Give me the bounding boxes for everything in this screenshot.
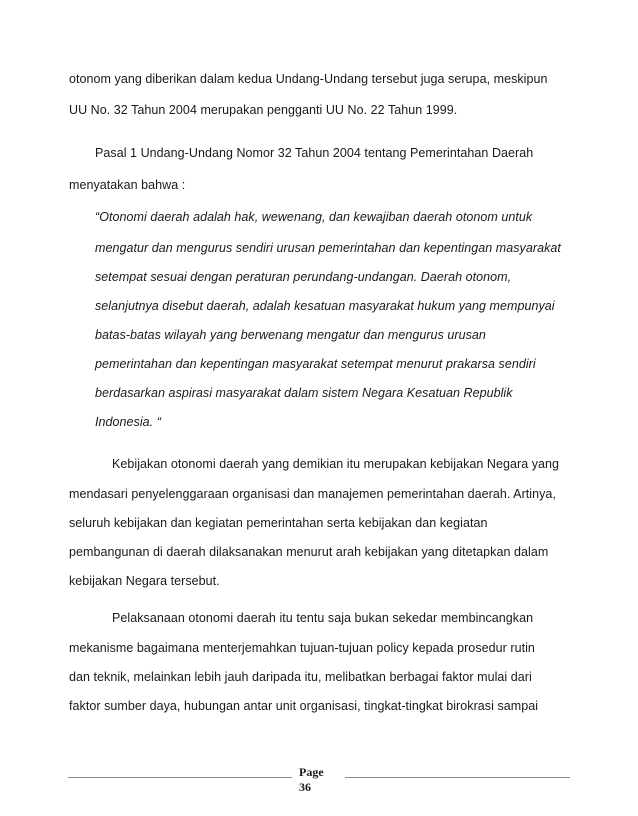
text-line: mendasari penyelenggaraan organisasi dan manajemen pemerintahan daerah. Artinya,	[69, 487, 556, 501]
quote-line: Indonesia. “	[95, 415, 161, 429]
quote-line: pemerintahan dan kepentingan masyarakat setempat menurut prakarsa sendiri	[95, 357, 536, 371]
text-line: faktor sumber daya, hubungan antar unit organisasi, tingkat-tingkat birokrasi sampai	[69, 699, 539, 713]
text-line: mekanisme bagaimana menterjemahkan tujuan-tujuan policy kepada prosedur rutin	[69, 641, 535, 655]
text-line: kebijakan Negara tersebut.	[69, 574, 220, 588]
text-line: seluruh kebijakan dan kegiatan pemerintahan serta kebijakan dan kegiatan	[69, 516, 488, 530]
footer-rule-right	[345, 777, 570, 778]
footer-rule-left	[68, 777, 292, 778]
page-label: Page	[299, 765, 324, 779]
page-number: 36	[299, 780, 311, 794]
text-line: menyatakan bahwa :	[69, 178, 186, 192]
text-line: Pasal 1 Undang-Undang Nomor 32 Tahun 2004 tentang Pemerintahan Daerah	[95, 146, 534, 160]
text-line: dan teknik, melainkan lebih jauh daripada itu, melibatkan berbagai faktor mulai dari	[69, 670, 532, 684]
quote-line: selanjutnya disebut daerah, adalah kesatuan masyarakat hukum yang mempunyai	[95, 299, 555, 313]
quote-line: mengatur dan mengurus sendiri urusan pemerintahan dan kepentingan masyarakat	[95, 241, 561, 255]
quote-line: setempat sesuai dengan peraturan perundang-undangan. Daerah otonom,	[95, 270, 512, 284]
text-line: UU No. 32 Tahun 2004 merupakan pengganti UU No. 22 Tahun 1999.	[69, 103, 458, 117]
quote-line: batas-batas wilayah yang berwenang mengatur dan mengurus urusan	[95, 328, 486, 342]
text-line: pembangunan di daerah dilaksanakan menurut arah kebijakan yang ditetapkan dalam	[69, 545, 549, 559]
quote-line: “Otonomi daerah adalah hak, wewenang, dan kewajiban daerah otonom untuk	[95, 210, 533, 224]
quote-line: berdasarkan aspirasi masyarakat dalam sistem Negara Kesatuan Republik	[95, 386, 513, 400]
text-line: otonom yang diberikan dalam kedua Undang-Undang tersebut juga serupa, meskipun	[69, 72, 548, 86]
text-line: Kebijakan otonomi daerah yang demikian itu merupakan kebijakan Negara yang	[112, 457, 560, 471]
text-line: Pelaksanaan otonomi daerah itu tentu saja bukan sekedar membincangkan	[112, 611, 534, 625]
